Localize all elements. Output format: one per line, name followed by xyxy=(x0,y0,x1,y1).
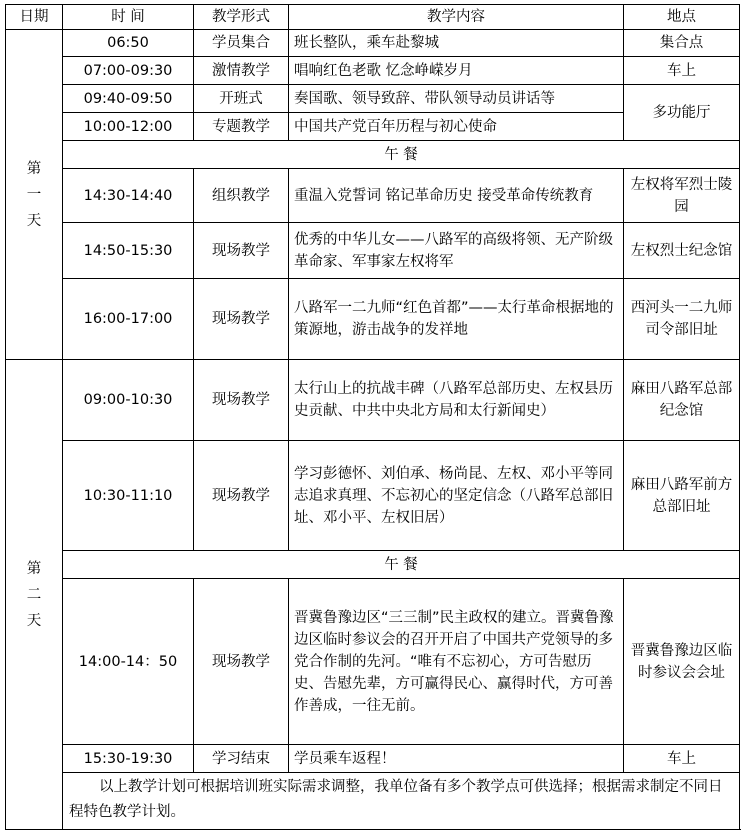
day-two-label xyxy=(6,360,63,830)
content-cell: 班长整队，乘车赴黎城 xyxy=(289,30,624,57)
content-cell: 学员乘车返程！ xyxy=(289,745,624,773)
lunch-label: 午 餐 xyxy=(63,551,740,579)
place-cell: 左权烈士纪念馆 xyxy=(624,223,740,279)
table-row xyxy=(6,85,740,113)
time-cell: 10:00-12:00 xyxy=(63,113,194,141)
header-form: 教学形式 xyxy=(194,5,289,30)
time-cell: 15:30-19:30 xyxy=(63,745,194,773)
place-cell: 车上 xyxy=(624,745,740,773)
time-cell: 14:00-14：50 xyxy=(63,579,194,745)
content-cell: 八路军一二九师“红色首都”——太行革命根据地的策源地，游击战争的发祥地 xyxy=(289,279,624,360)
form-cell: 激情教学 xyxy=(194,57,289,85)
header-place: 地点 xyxy=(624,5,740,30)
place-cell: 车上 xyxy=(624,57,740,85)
time-cell: 06:50 xyxy=(63,30,194,57)
header-time: 时 间 xyxy=(63,5,194,30)
table-row xyxy=(6,57,740,85)
lunch-row xyxy=(6,141,740,169)
place-cell: 集合点 xyxy=(624,30,740,57)
form-cell: 学习结束 xyxy=(194,745,289,773)
time-cell: 14:50-15:30 xyxy=(63,223,194,279)
place-cell: 麻田八路军总部纪念馆 xyxy=(624,360,740,441)
table-row xyxy=(6,360,740,441)
form-cell: 学员集合 xyxy=(194,30,289,57)
time-cell: 14:30-14:40 xyxy=(63,169,194,223)
time-cell: 16:00-17:00 xyxy=(63,279,194,360)
schedule-table xyxy=(5,4,740,830)
header-content: 教学内容 xyxy=(289,5,624,30)
content-cell: 唱响红色老歌 忆念峥嵘岁月 xyxy=(289,57,624,85)
form-cell: 现场教学 xyxy=(194,441,289,551)
content-cell: 重温入党誓词 铭记革命历史 接受革命传统教育 xyxy=(289,169,624,223)
time-cell: 09:00-10:30 xyxy=(63,360,194,441)
lunch-label: 午 餐 xyxy=(63,141,740,169)
form-cell: 组织教学 xyxy=(194,169,289,223)
note-row xyxy=(6,773,740,830)
time-cell: 07:00-09:30 xyxy=(63,57,194,85)
table-row xyxy=(6,441,740,551)
content-cell: 晋冀鲁豫边区“三三制”民主政权的建立。晋冀鲁豫边区临时参议会的召开开启了中国共产党领导的多党合作制的先河。“唯有不忘初心，方可告慰历史、告慰先辈，方可赢得民心、赢得时代，方可善作善成，一往无前。 xyxy=(289,579,624,745)
day-one-label xyxy=(6,30,63,360)
place-cell: 麻田八路军前方总部旧址 xyxy=(624,441,740,551)
place-cell: 西河头一二九师司令部旧址 xyxy=(624,279,740,360)
header-row xyxy=(6,5,740,30)
note-cell xyxy=(63,773,740,830)
note-text: 以上教学计划可根据培训班实际需求调整，我单位备有多个教学点可供选择；根据需求制定不同日程特色教学计划。 xyxy=(69,779,723,820)
table-row xyxy=(6,579,740,745)
content-cell: 优秀的中华儿女——八路军的高级将领、无产阶级革命家、军事家左权将军 xyxy=(289,223,624,279)
form-cell: 开班式 xyxy=(194,85,289,113)
time-cell: 10:30-11:10 xyxy=(63,441,194,551)
time-cell: 09:40-09:50 xyxy=(63,85,194,113)
place-cell: 多功能厅 xyxy=(624,85,740,141)
content-cell: 奏国歌、领导致辞、带队领导动员讲话等 xyxy=(289,85,624,113)
form-cell: 现场教学 xyxy=(194,579,289,745)
place-cell: 左权将军烈士陵园 xyxy=(624,169,740,223)
place-cell: 晋冀鲁豫边区临时参议会会址 xyxy=(624,579,740,745)
table-row xyxy=(6,279,740,360)
content-cell: 太行山上的抗战丰碑（八路军总部历史、左权县历史贡献、中共中央北方局和太行新闻史） xyxy=(289,360,624,441)
table-row xyxy=(6,169,740,223)
table-row xyxy=(6,223,740,279)
content-cell: 学习彭德怀、刘伯承、杨尚昆、左权、邓小平等同志追求真理、不忘初心的坚定信念（八路军总部旧址、邓小平、左权旧居） xyxy=(289,441,624,551)
form-cell: 现场教学 xyxy=(194,360,289,441)
form-cell: 现场教学 xyxy=(194,223,289,279)
form-cell: 专题教学 xyxy=(194,113,289,141)
day-one-text: 第 一 天 xyxy=(26,160,42,229)
form-cell: 现场教学 xyxy=(194,279,289,360)
table-row xyxy=(6,745,740,773)
lunch-row xyxy=(6,551,740,579)
day-two-text: 第 二 天 xyxy=(26,560,42,629)
header-date: 日期 xyxy=(6,5,63,30)
content-cell: 中国共产党百年历程与初心使命 xyxy=(289,113,624,141)
table-row xyxy=(6,30,740,57)
